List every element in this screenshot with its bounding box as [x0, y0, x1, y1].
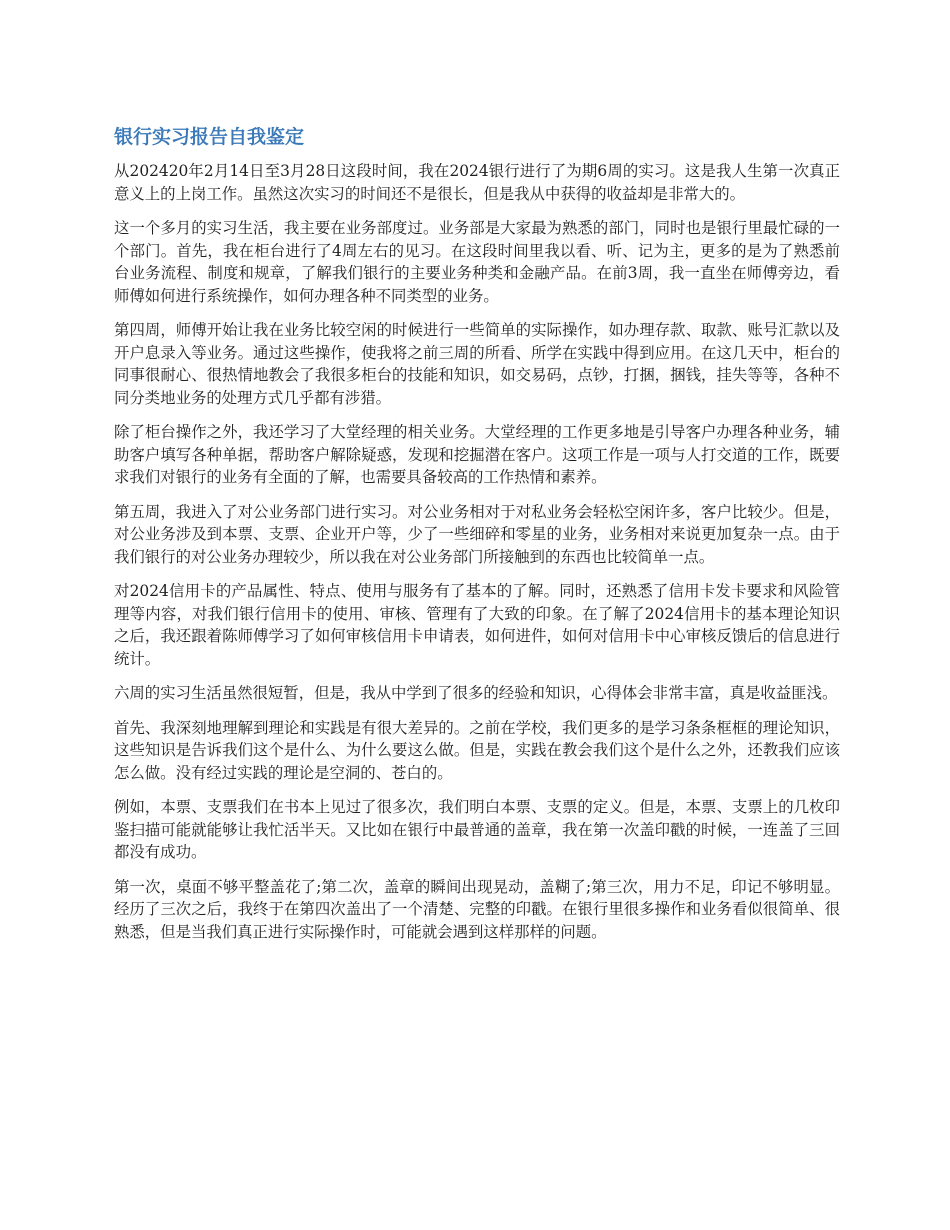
- paragraph-7: 六周的实习生活虽然很短暂，但是，我从中学到了很多的经验和知识，心得体会非常丰富，真是收益匪浅。: [114, 684, 838, 702]
- paragraph-2: 这一个多月的实习生活，我主要在业务部度过。业务部是大家最为熟悉的部门，同时也是银行里最忙碌的一个部门。首先，我在柜台进行了4周左右的见习。在这段时间里我以看、听、记为主，更多的是为了熟悉前台业务流程、制度和规章，了解我们银行的主要业务种类和金融产品。在前3周，我一直坐在师傅旁边，看师傅如何进行系统操作，如何办理各种不同类型的业务。: [114, 219, 840, 305]
- paragraph-9: 例如，本票、支票我们在书本上见过了很多次，我们明白本票、支票的定义。但是，本票、支票上的几枚印鉴扫描可能就能够让我忙活半天。又比如在银行中最普通的盖章，我在第一次盖印戳的时候，一连盖了三回都没有成功。: [114, 798, 840, 861]
- paragraph-1: 从202420年2月14日至3月28日这段时间，我在2024银行进行了为期6周的实习。这是我人生第一次真正意义上的上岗工作。虽然这次实习的时间还不是很长，但是我从中获得的收益却是非常大的。: [114, 162, 840, 203]
- paragraph-5: 第五周，我进入了对公业务部门进行实习。对公业务相对于对私业务会轻松空闲许多，客户比较少。但是，对公业务涉及到本票、支票、企业开户等，少了一些细碎和零星的业务，业务相对来说更加复杂一点。由于我们银行的对公业务办理较少，所以我在对公业务部门所接触到的东西也比较简单一点。: [114, 502, 840, 566]
- document-page: [114, 124, 840, 955]
- paragraph-8: 首先、我深刻地理解到理论和实践是有很大差异的。之前在学校，我们更多的是学习条条框框的理论知识，这些知识是告诉我们这个是什么、为什么要这么做。但是，实践在教会我们这个是什么之外，还教我们应该怎么做。没有经过实践的理论是空洞的、苍白的。: [114, 718, 840, 782]
- document-title: 银行实习报告自我鉴定: [114, 126, 305, 148]
- paragraph-3: 第四周，师傅开始让我在业务比较空闲的时候进行一些简单的实际操作，如办理存款、取款、账号汇款以及开户息录入等业务。通过这些操作，使我将之前三周的所看、所学在实践中得到应用。在这几天中，柜台的同事很耐心、很热情地教会了我很多柜台的技能和知识，如交易码，点钞，打捆，捆钱，挂失等等，各种不同分类地业务的处理方式几乎都有涉猎。: [114, 321, 840, 407]
- paragraph-6: 对2024信用卡的产品属性、特点、使用与服务有了基本的了解。同时，还熟悉了信用卡发卡要求和风险管理等内容，对我们银行信用卡的使用、审核、管理有了大致的印象。在了解了2024信用卡的基本理论知识之后，我还跟着陈师傅学习了如何审核信用卡申请表，如何进件，如何对信用卡中心审核反馈后的信息进行统计。: [114, 582, 840, 668]
- paragraph-4: 除了柜台操作之外，我还学习了大堂经理的相关业务。大堂经理的工作更多地是引导客户办理各种业务，辅助客户填写各种单据，帮助客户解除疑惑，发现和挖掘潜在客户。这项工作是一项与人打交道的工作，既要求我们对银行的业务有全面的了解，也需要具备较高的工作热情和素养。: [114, 423, 840, 486]
- paragraph-10: 第一次，桌面不够平整盖花了;第二次，盖章的瞬间出现晃动，盖糊了;第三次，用力不足，印记不够明显。经历了三次之后，我终于在第四次盖出了一个清楚、完整的印戳。在银行里很多操作和业务看似很简单、很熟悉，但是当我们真正进行实际操作时，可能就会遇到这样那样的问题。: [114, 877, 840, 941]
